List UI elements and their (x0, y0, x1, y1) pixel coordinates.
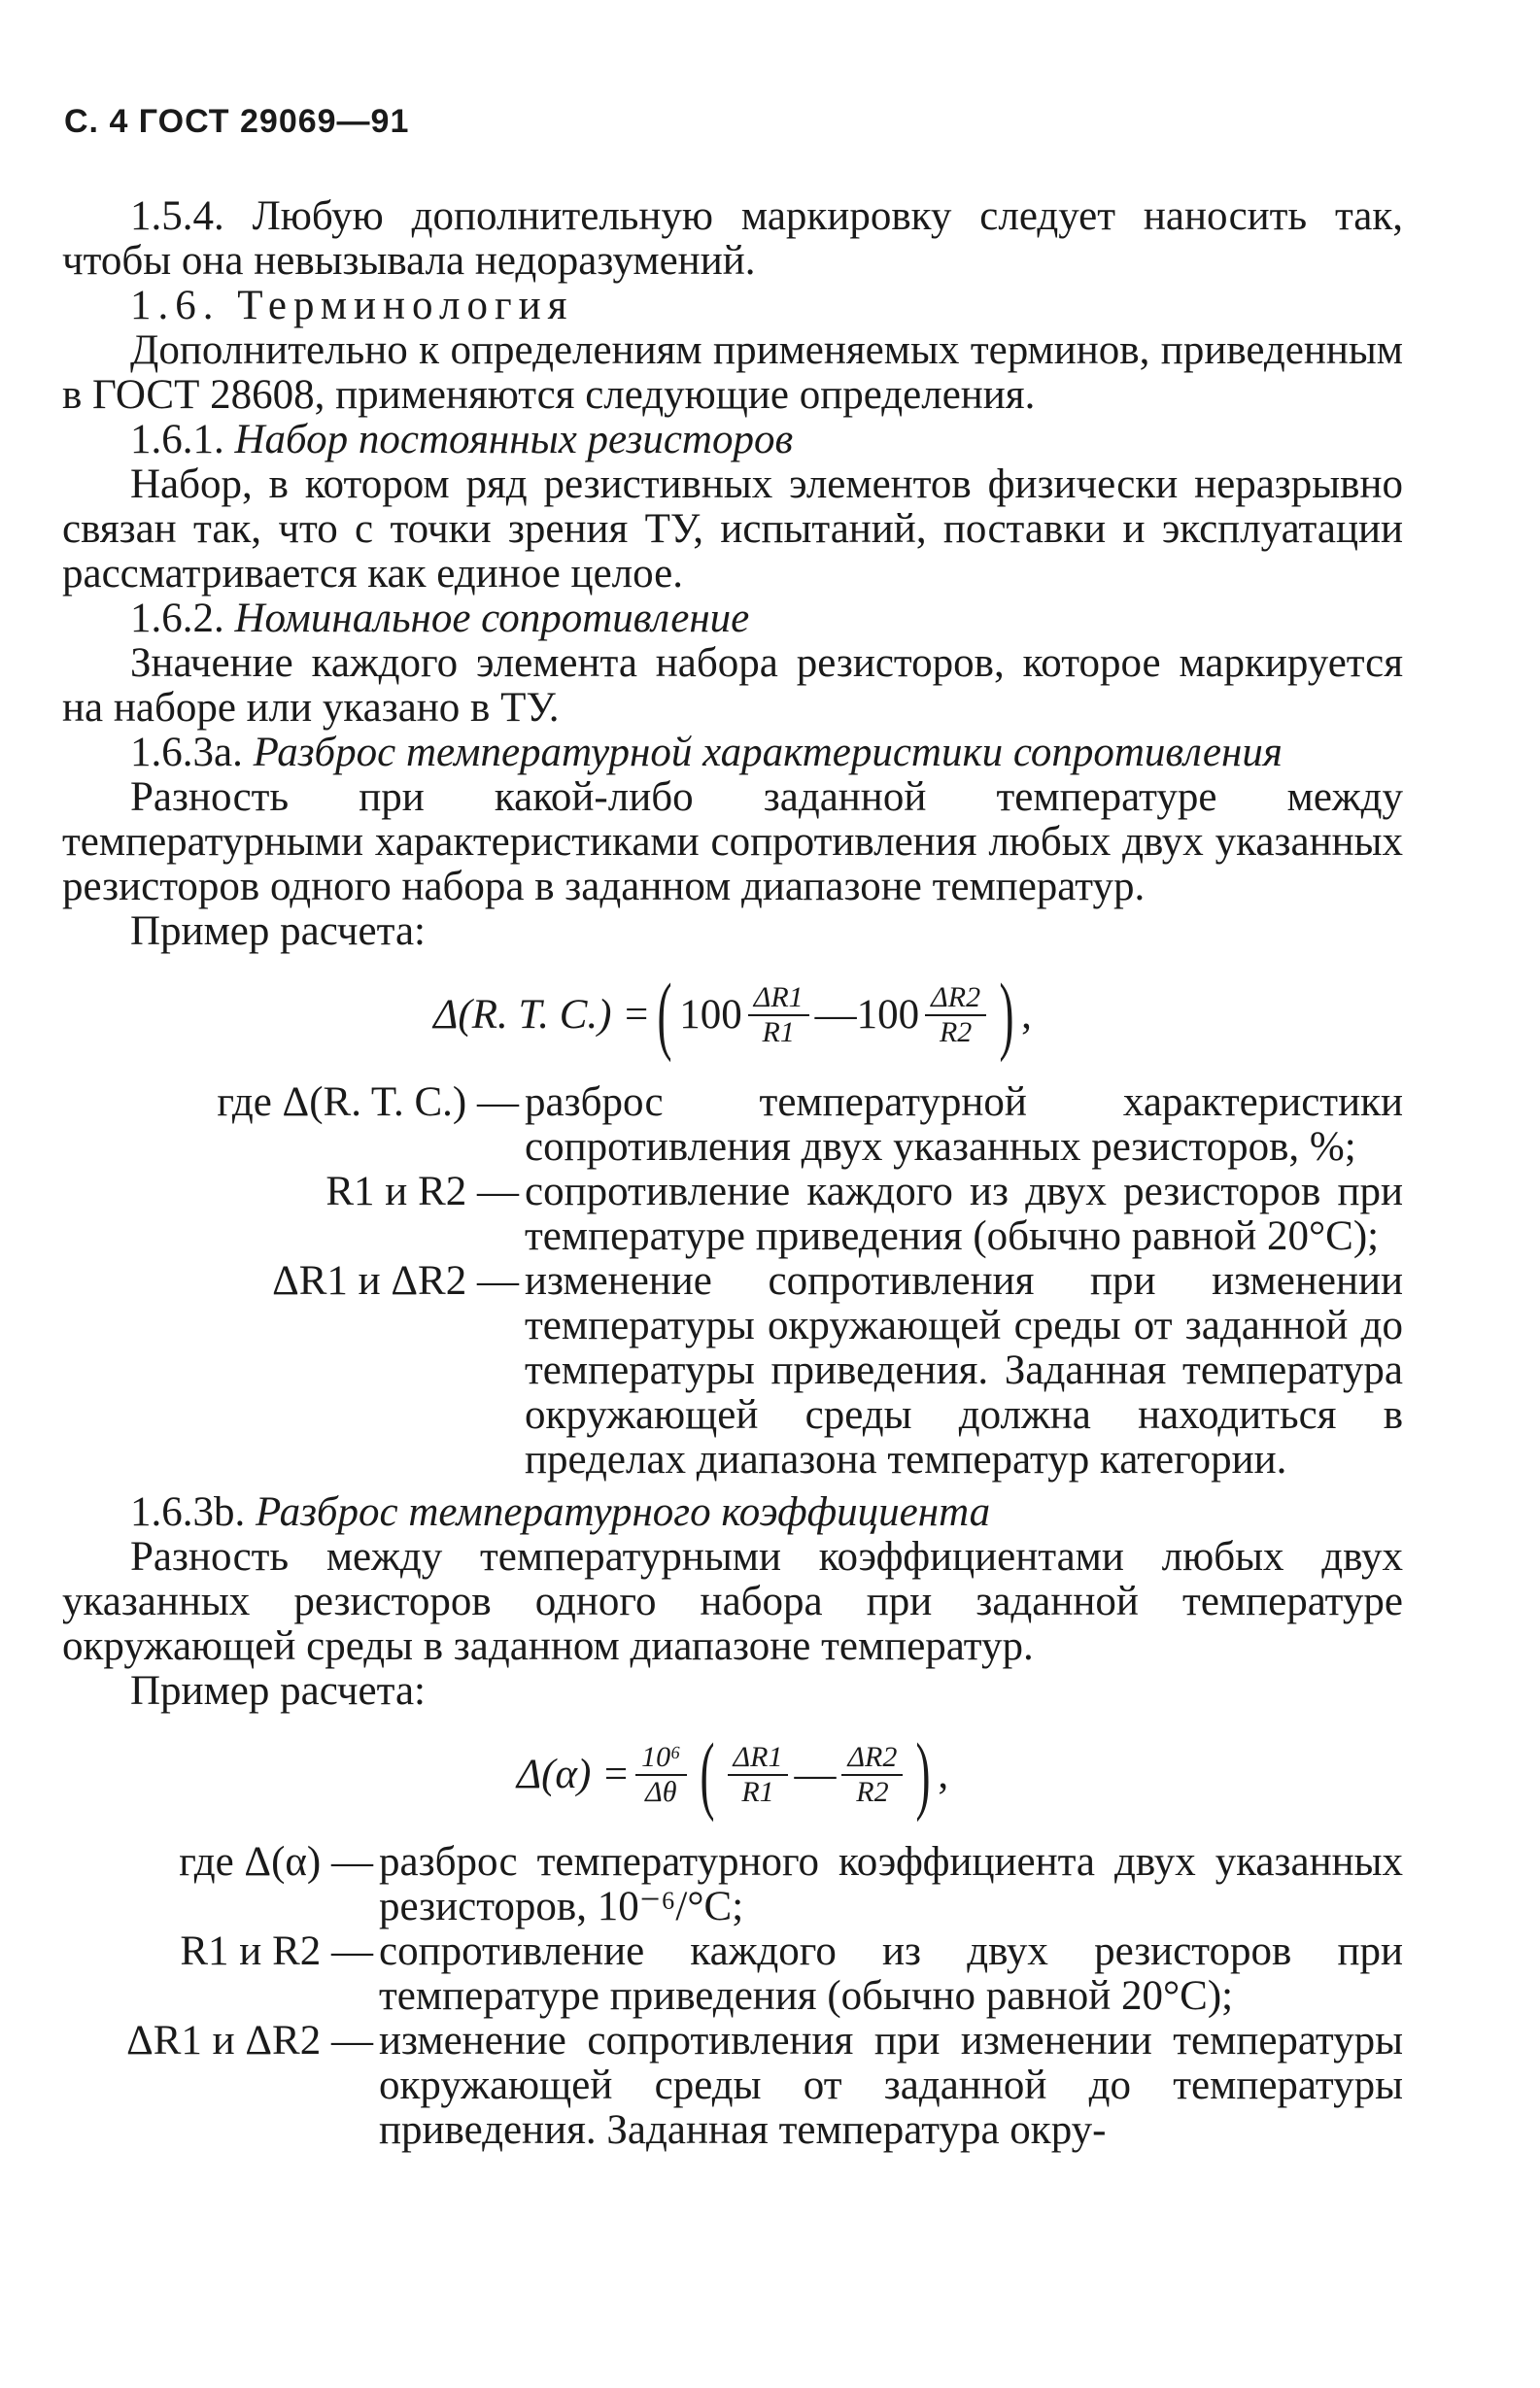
term-definition-1-6-3a: Разность при какой-либо заданной температуре между температурными характеристиками сопротивления любых двух указанных резисторов одного набора в заданном диапазоне температур. (62, 774, 1403, 909)
term-title: Разброс температурного коэффициента (256, 1489, 991, 1535)
section-title: 1.6. Терминология (130, 283, 574, 328)
def-text: сопротивление каждого из двух резисторов при температуре приведения (обычно равной 20°С); (525, 1169, 1403, 1259)
def-text: изменение сопротивления при изменении температуры окружающей среды от заданной до температуры приведения. Заданная температура окру- (379, 2018, 1403, 2153)
left-paren: ( (657, 967, 672, 1063)
clause-1-5-4: 1.5.4. Любую дополнительную маркировку следует наносить так, чтобы она невызывала недоразумений. (62, 193, 1403, 284)
fraction-numerator: 10⁶ (635, 1741, 686, 1776)
example-label: Пример расчета: (130, 908, 426, 954)
def-term: R1 и R2 — (180, 1928, 373, 1974)
term-title: Разброс температурной характеристики сопротивления (253, 730, 1283, 775)
def-term: где Δ(R. T. C.) — (217, 1079, 519, 1125)
def-text: изменение сопротивления при изменении температуры окружающей среды от заданной до температуры приведения. Заданная температура окружающей среды должна находиться в пределах диапазона температур категории. (525, 1258, 1403, 1483)
term-number: 1.6.3b. (130, 1489, 246, 1535)
document-body (62, 194, 1403, 2153)
formula-alpha (62, 1726, 1403, 1823)
fraction-r2 (925, 981, 986, 1049)
example-label: Пример расчета: (130, 1668, 426, 1714)
formula-tail: , (938, 1752, 949, 1797)
formula-coef: 100 (679, 992, 742, 1038)
fraction-numerator: ΔR1 (728, 1741, 789, 1776)
term-number: 1.6.3а. (130, 730, 243, 775)
term-definition-1-6-2: Значение каждого элемента набора резисторов, которое маркируется на наборе или указано в ТУ. (62, 640, 1403, 731)
formula-minus: — (794, 1752, 837, 1797)
term-title: Номинальное сопротивление (234, 596, 750, 641)
def-term: ΔR1 и ΔR2 — (272, 1258, 519, 1304)
fraction-denominator: R2 (939, 1016, 973, 1048)
def-text: разброс температурного коэффициента двух указанных резисторов, 10⁻⁶/°С; (379, 1839, 1403, 1929)
fraction-denominator: R1 (762, 1016, 795, 1048)
term-title: Набор постоянных резисторов (234, 417, 794, 462)
formula-rtc (62, 967, 1403, 1063)
left-paren: ( (700, 1726, 715, 1823)
page-header: С. 4 ГОСТ 29069—91 (64, 103, 410, 140)
fraction-numerator: ΔR2 (841, 1741, 903, 1776)
def-term: где Δ(α) — (179, 1839, 373, 1885)
term-heading-1-6-3a (62, 731, 1403, 775)
term-heading-1-6-2 (62, 597, 1403, 641)
def-text: разброс температурной характеристики сопротивления двух указанных резисторов, %; (525, 1079, 1403, 1170)
term-definition-1-6-3b: Разность между температурными коэффициентами любых двух указанных резисторов одного набора при заданной температуре окружающей среды в заданном диапазоне температур. (62, 1534, 1403, 1669)
fraction-denominator: Δθ (645, 1776, 677, 1808)
term-number: 1.6.2. (130, 596, 224, 641)
definitions-list-2 (62, 1840, 1403, 2153)
fraction-numerator: ΔR1 (748, 981, 809, 1016)
formula-lhs: Δ(α) = (516, 1752, 631, 1797)
fraction-r1 (728, 1741, 789, 1809)
definitions-list-1 (62, 1080, 1403, 1483)
term-number: 1.6.1. (130, 417, 224, 462)
term-definition-1-6-1: Набор, в котором ряд резистивных элементов физически неразрывно связан так, что с точки зрения ТУ, испытаний, поставки и эксплуатации рассматривается как единое целое. (62, 461, 1403, 597)
paragraph-definitions-intro: Дополнительно к определениям применяемых терминов, приведенным в ГОСТ 28608, применяются следующие определения. (62, 327, 1403, 418)
def-term: R1 и R2 — (325, 1169, 519, 1214)
fraction-r2 (841, 1741, 903, 1809)
section-heading-1-6 (62, 284, 1403, 328)
fraction-r1 (748, 981, 809, 1049)
fraction-numerator: ΔR2 (925, 981, 986, 1016)
right-paren: ) (999, 967, 1014, 1063)
def-term: ΔR1 и ΔR2 — (126, 2018, 373, 2064)
formula-minus: —100 (814, 992, 920, 1038)
def-text: сопротивление каждого из двух резисторов при температуре приведения (обычно равной 20°С); (379, 1928, 1403, 2019)
formula-lhs: Δ(R. T. C.) = (433, 992, 651, 1038)
fraction-denominator: R2 (856, 1776, 889, 1808)
term-heading-1-6-3b (62, 1490, 1403, 1535)
right-paren: ) (915, 1726, 931, 1823)
term-heading-1-6-1 (62, 418, 1403, 462)
fraction-coef (635, 1741, 686, 1809)
formula-tail: , (1021, 992, 1032, 1038)
fraction-denominator: R1 (741, 1776, 774, 1808)
